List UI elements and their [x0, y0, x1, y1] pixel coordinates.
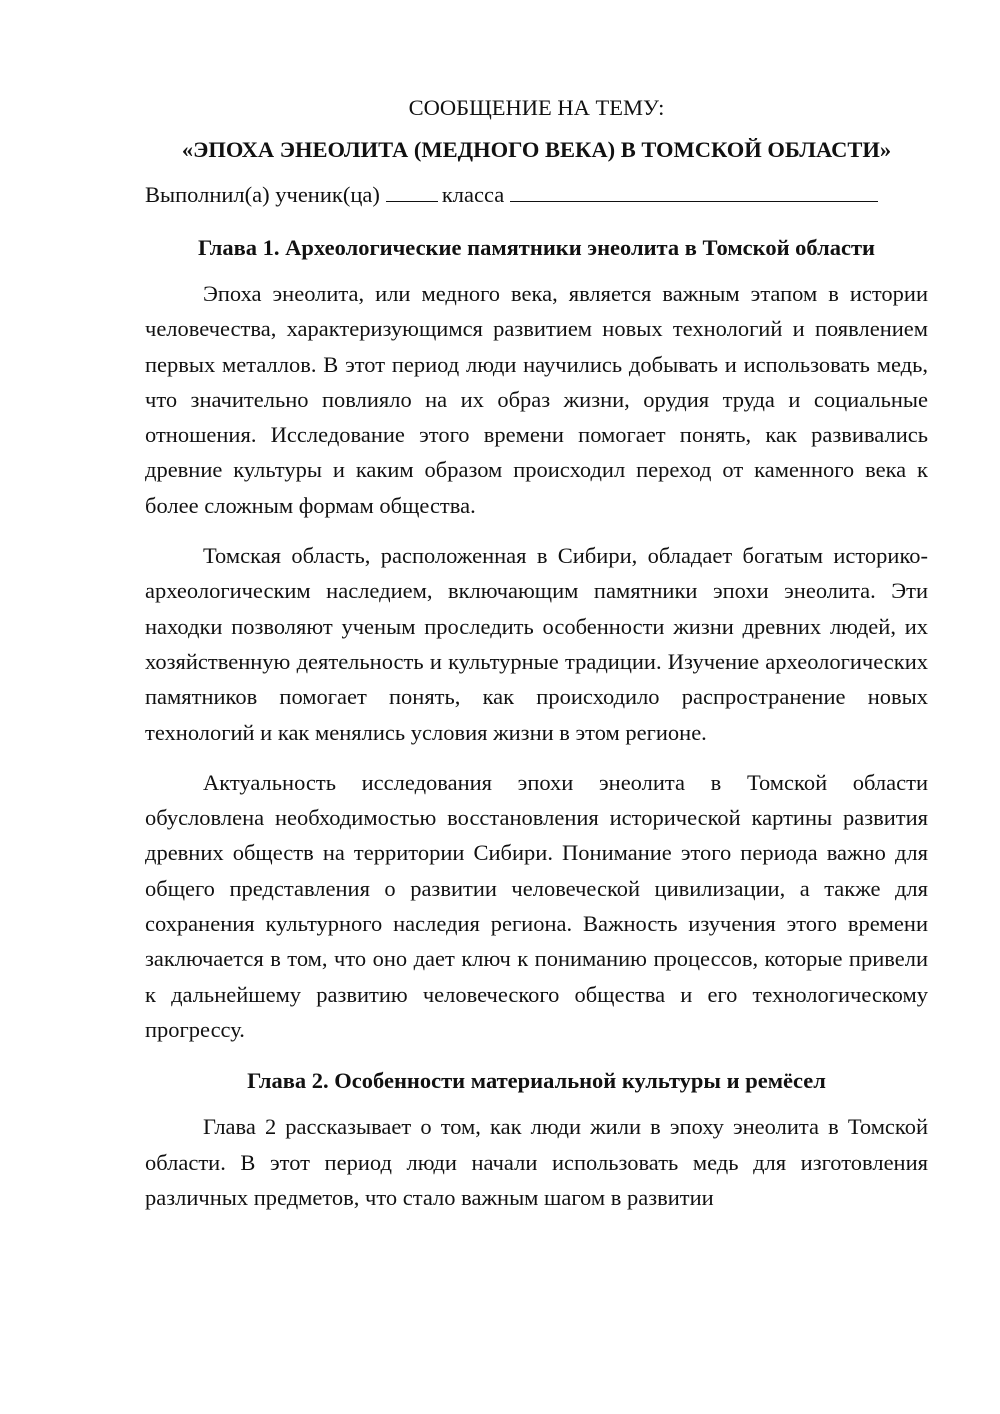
document-page — [145, 92, 928, 1215]
document-title: «ЭПОХА ЭНЕОЛИТА (МЕДНОГО ВЕКА) В ТОМСКОЙ ОБЛАСТИ» — [181, 137, 892, 162]
class-number-blank — [386, 181, 438, 202]
student-name-blank — [510, 181, 878, 202]
chapter-2-paragraph-1: Глава 2 рассказывает о том, как люди жили в эпоху энеолита в Томской области. В этот период люди начали использовать медь для изготовления различных предметов, что стало важным шагом в развитии — [145, 1114, 928, 1210]
author-line — [145, 179, 928, 211]
chapter-2-heading: Глава 2. Особенности материальной культуры и ремёсел — [247, 1068, 826, 1094]
chapter-1-heading: Глава 1. Археологические памятники энеолита в Томской области — [198, 235, 875, 260]
chapter-1-paragraph-3: Актуальность исследования эпохи энеолита в Томской области обусловлена необходимостью восстановления исторической картины развития древних обществ на территории Сибири. Понимание этого периода важно для общего представления о развитии человеческой цивилизации, а также для сохранения культурного наследия региона. Важность изучения этого времени заключается в том, что оно дает ключ к пониманию процессов, которые привели к дальнейшему развитию человеческого общества и его технологическому прогрессу. — [145, 769, 928, 1042]
chapter-1-paragraph-2: Томская область, расположенная в Сибири, обладает богатым историко-археологическим наследием, включающим памятники эпохи энеолита. Эти находки позволяют ученым проследить особенности жизни древних людей, их хозяйственную деятельность и культурные традиции. Изучение археологических памятников помогает понять, как происходило распространение новых технологий и как менялись условия жизни в этом регионе. — [145, 543, 928, 745]
author-prefix: Выполнил(а) ученик(ца) — [145, 182, 380, 207]
topic-line: СООБЩЕНИЕ НА ТЕМУ: — [408, 95, 665, 120]
class-word: класса — [441, 182, 505, 207]
chapter-1-paragraph-1: Эпоха энеолита, или медного века, является важным этапом в истории человечества, характеризующимся развитием новых технологий и появлением первых металлов. В этот период люди научились добывать и использовать медь, что значительно повлияло на их образ жизни, орудия труда и социальные отношения. Исследование этого времени помогает понять, как развивались древние культуры и каким образом происходил переход от каменного века к более сложным формам общества. — [145, 281, 928, 518]
